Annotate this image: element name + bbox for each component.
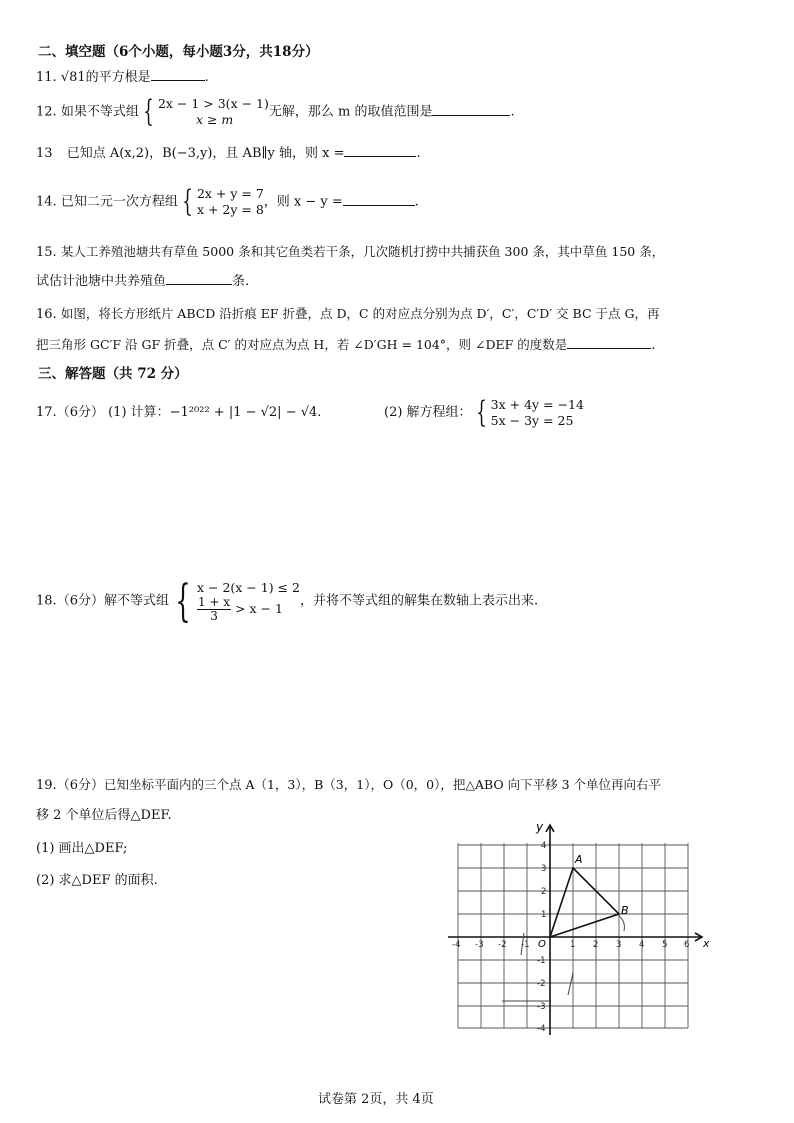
q17-part2-label: (2) 解方程组：	[384, 405, 472, 420]
y-tick-label: 2	[541, 887, 547, 897]
x-tick-label: -3	[475, 940, 484, 950]
left-brace: {	[182, 184, 193, 219]
q14-end: .	[414, 194, 419, 210]
y-tick-label: -4	[537, 1024, 546, 1034]
y-tick-label: -1	[537, 956, 546, 966]
x-tick-label: 3	[616, 940, 622, 950]
left-brace: {	[475, 395, 487, 430]
q18-fraction	[197, 596, 231, 623]
y-tick-label: 1	[541, 910, 547, 920]
x-tick-label: -4	[452, 940, 461, 950]
q14-line1: 2x + y = 7	[196, 186, 264, 201]
question-16	[36, 305, 659, 324]
q11-end: .	[204, 70, 209, 85]
q12-line1: 2x − 1 > 3(x − 1)	[157, 96, 269, 111]
q15-end: 条.	[232, 274, 250, 289]
q13-number: 13	[36, 146, 53, 161]
q17-line1: 3x + 4y = −14	[490, 397, 584, 412]
q19-line2: 移 2 个单位后得△DEF.	[36, 808, 172, 823]
y-tick-label: 4	[541, 841, 547, 851]
q19-sub2: (2) 求△DEF 的面积.	[36, 873, 158, 888]
question-14	[36, 186, 419, 218]
triangle-abo	[550, 868, 619, 937]
q11-expression: √81	[60, 70, 86, 85]
q17-score: （6分）	[56, 405, 104, 420]
q13-text: 已知点 A(x,2)，B(−3,y)，且 AB∥y 轴，则 x =	[66, 146, 345, 161]
question-13	[36, 144, 421, 163]
question-16-line2	[36, 336, 655, 355]
page-footer: 试卷第 2页，共 4页	[318, 1092, 434, 1107]
question-19-line2	[36, 807, 172, 825]
q12-system	[158, 96, 269, 128]
q18-frac-den: 3	[210, 609, 218, 623]
q14-number: 14.	[36, 194, 57, 210]
q16-answer-blank[interactable]	[567, 336, 651, 349]
x-tick-label: 5	[662, 940, 668, 950]
q12-line2: x ≥ m	[195, 112, 234, 127]
q18-score: （6分）	[56, 593, 104, 609]
q19-sub1: (1) 画出△DEF;	[36, 841, 128, 856]
q15-number: 15.	[36, 245, 57, 260]
q19-number: 19.	[36, 778, 57, 793]
q13-end: .	[416, 146, 421, 161]
q18-system	[197, 580, 300, 623]
q16-end: .	[651, 338, 656, 353]
section-2-title: 二、填空题（6个小题，每小题3分，共18分）	[38, 44, 319, 60]
left-brace: {	[175, 575, 191, 627]
x-axis-label: x	[703, 937, 710, 950]
left-brace: {	[143, 94, 154, 129]
q18-frac-num: 1 + x	[197, 595, 231, 609]
q12-number: 12.	[36, 104, 57, 120]
q11-text: 的平方根是	[85, 70, 151, 85]
q18-text: ，并将不等式组的解集在数轴上表示出来.	[299, 593, 539, 609]
q19-score: （6分）	[56, 778, 104, 793]
q17-system	[491, 397, 584, 429]
x-tick-label: 4	[639, 940, 645, 950]
q12-pre: 如果不等式组	[60, 104, 139, 120]
q12-text: 无解，那么 m 的取值范围是	[268, 104, 433, 120]
question-18	[36, 575, 539, 627]
q18-number: 18.	[36, 593, 57, 609]
q11-number: 11.	[36, 70, 57, 85]
q14-answer-blank[interactable]	[343, 193, 415, 206]
grid-lines	[458, 843, 688, 1028]
question-15-line2	[36, 272, 249, 291]
point-b-label: B	[621, 904, 629, 917]
y-tick-label: -3	[537, 1002, 546, 1012]
q13-answer-blank[interactable]	[344, 144, 416, 157]
q15-line2: 试估计池塘中共养殖鱼	[36, 274, 167, 289]
q17-line2: 5x − 3y = 25	[490, 413, 574, 428]
q14-text: ，则 x − y =	[263, 194, 343, 210]
q16-line1: 如图，将长方形纸片 ABCD 沿折痕 EF 折叠，点 D，C 的对应点分别为点 D′，C′，C′D′ 交 BC 于点 G，再	[60, 306, 660, 321]
question-17	[36, 404, 321, 422]
question-15	[36, 243, 664, 262]
q12-answer-blank[interactable]	[432, 103, 510, 116]
q12-end: .	[510, 104, 515, 120]
q18-line2-rest: > x − 1	[235, 601, 283, 616]
y-axis-label: y	[536, 820, 544, 834]
question-12	[36, 96, 515, 128]
q19-line1: 已知坐标平面内的三个点 A（1，3），B（3，1），O（0，0），把△ABO 向下平移 3 个单位再向右平	[103, 777, 662, 792]
origin-label: O	[538, 939, 546, 950]
q18-pre: 解不等式组	[103, 593, 169, 609]
section-3-title: 三、解答题（共 72 分）	[38, 366, 188, 382]
point-a-label: A	[575, 853, 583, 866]
q16-line2: 把三角形 GC′F 沿 GF 折叠，点 C′ 的对应点为点 H，若 ∠D′GH = 104°，则 ∠DEF 的度数是	[36, 337, 568, 352]
q14-system	[197, 186, 264, 218]
q11-answer-blank[interactable]	[151, 68, 205, 81]
q17-part1: (1) 计算：−1²⁰²² + |1 − √2| − √4.	[108, 405, 322, 420]
x-tick-labels	[452, 940, 689, 950]
q14-pre: 已知二元一次方程组	[60, 194, 178, 210]
q15-line1: 某人工养殖池塘共有草鱼 5000 条和其它鱼类若干条，几次随机打捞中共捕获鱼 300 条，其中草鱼 150 条，	[60, 244, 665, 259]
q16-number: 16.	[36, 307, 57, 322]
x-tick-label: -1	[521, 940, 530, 950]
q14-line2: x + 2y = 8	[196, 202, 264, 217]
question-17-part2	[384, 397, 584, 429]
x-tick-label: 2	[593, 940, 599, 950]
question-19	[36, 776, 661, 795]
y-tick-label: 3	[541, 864, 547, 874]
x-tick-label: 1	[570, 940, 576, 950]
coordinate-grid-figure	[440, 815, 720, 1040]
y-tick-label: -2	[537, 979, 546, 989]
question-19-sub1	[36, 840, 127, 858]
x-tick-label: 6	[684, 940, 690, 950]
q15-answer-blank[interactable]	[166, 272, 232, 285]
q17-number: 17.	[36, 405, 57, 420]
x-tick-label: -2	[498, 940, 507, 950]
question-11	[36, 68, 209, 87]
question-19-sub2	[36, 872, 158, 890]
q18-line1: x − 2(x − 1) ≤ 2	[196, 580, 300, 595]
pencil-marks	[502, 915, 624, 1001]
